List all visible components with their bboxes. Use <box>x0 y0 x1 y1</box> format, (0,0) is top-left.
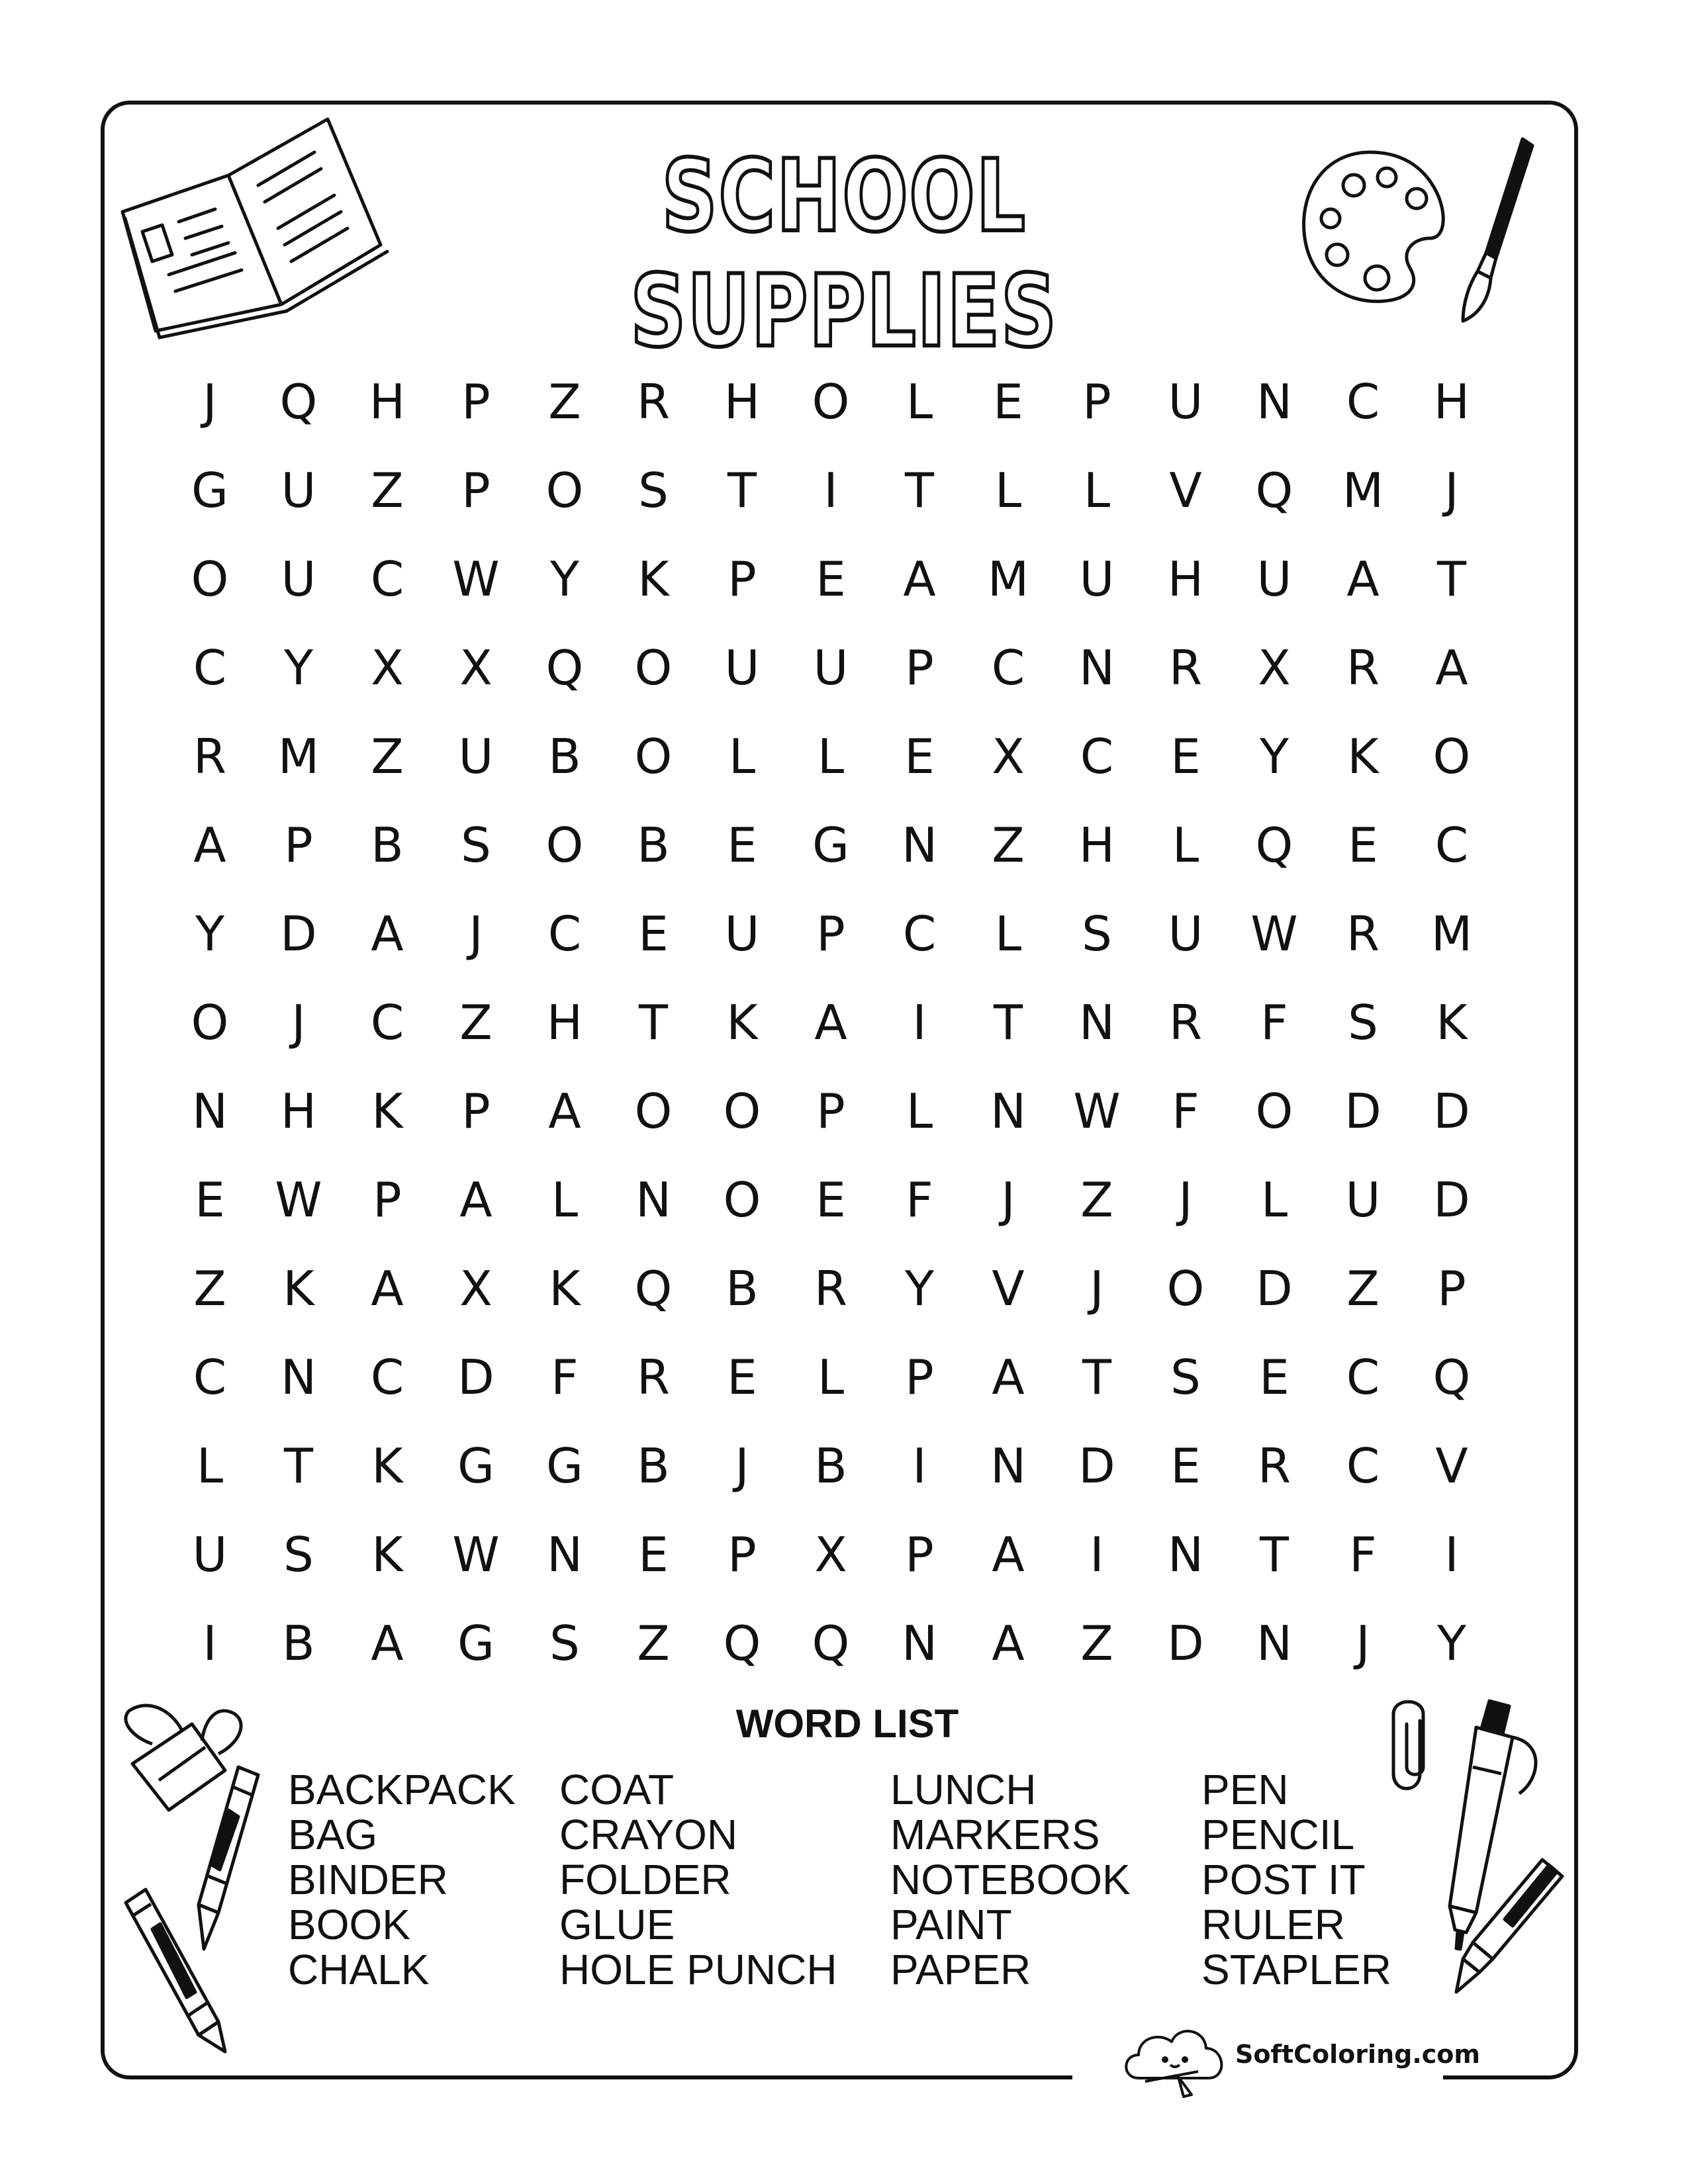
grid-letter: C <box>1080 729 1114 784</box>
grid-letter: Q <box>634 1261 673 1316</box>
grid-letter: A <box>814 995 847 1050</box>
grid-letter: H <box>724 374 761 430</box>
grid-letter: I <box>823 463 838 518</box>
grid-letter: S <box>1348 995 1378 1050</box>
grid-letter: P <box>461 374 491 430</box>
grid-letter: T <box>1437 551 1466 607</box>
grid-letter: E <box>993 374 1023 430</box>
grid-letter: J <box>1001 1172 1015 1228</box>
grid-letter: C <box>370 1349 404 1405</box>
grid-letter: O <box>191 995 229 1050</box>
grid-letter: U <box>281 551 316 607</box>
grid-letter: L <box>551 1172 579 1228</box>
grid-letter: S <box>283 1527 314 1582</box>
grid-letter: O <box>723 1172 761 1228</box>
grid-letter: N <box>990 1083 1026 1139</box>
grid-letter: F <box>906 1172 933 1228</box>
grid-letter: P <box>905 1349 934 1405</box>
grid-letter: U <box>1168 374 1203 430</box>
grid-letter: O <box>634 640 673 696</box>
grid-letter: N <box>990 1438 1026 1494</box>
grid-letter: I <box>203 1615 217 1671</box>
grid-letter: N <box>902 1615 937 1671</box>
grid-letter: V <box>1435 1438 1468 1494</box>
grid-letter: C <box>991 640 1025 696</box>
grid-letter: U <box>281 463 316 518</box>
grid-letter: W <box>1073 1083 1121 1139</box>
grid-letter: P <box>905 1527 934 1582</box>
grid-letter: P <box>727 551 757 607</box>
grid-letter: F <box>551 1349 579 1405</box>
grid-letter: E <box>904 729 935 784</box>
grid-letter: Y <box>195 906 224 962</box>
grid-letter: G <box>812 817 849 873</box>
grid-letter: I <box>1090 1527 1104 1582</box>
paint-palette-icon <box>1297 146 1450 311</box>
grid-letter: E <box>195 1172 225 1228</box>
grid-letter: S <box>1170 1349 1201 1405</box>
grid-letter: E <box>816 1172 846 1228</box>
grid-letter: V <box>992 1261 1025 1316</box>
grid-letter: E <box>1348 817 1378 873</box>
grid-letter: R <box>636 374 671 430</box>
grid-letter: U <box>1168 906 1203 962</box>
grid-letter: U <box>724 640 760 696</box>
grid-letter: O <box>1432 729 1471 784</box>
grid-letter: Z <box>1346 1261 1380 1316</box>
paintbrush-icon <box>1443 132 1542 324</box>
grid-letter: K <box>1436 995 1468 1050</box>
grid-letter: K <box>371 1527 403 1582</box>
grid-letter: W <box>452 1527 500 1582</box>
grid-letter: E <box>727 1349 757 1405</box>
word-list-item: BOOK <box>288 1901 410 1948</box>
cloud-logo-icon <box>1119 2019 1231 2098</box>
grid-letter: J <box>1356 1615 1370 1671</box>
word-list-item: PENCIL <box>1201 1811 1355 1858</box>
grid-letter: B <box>637 817 670 873</box>
grid-letter: D <box>1167 1615 1204 1671</box>
grid-letter: Y <box>284 640 313 696</box>
grid-letter: L <box>994 906 1022 962</box>
grid-letter: R <box>814 1261 848 1316</box>
grid-letter: S <box>1082 906 1112 962</box>
grid-letter: R <box>1346 906 1380 962</box>
grid-letter: T <box>905 463 934 518</box>
grid-letter: R <box>636 1349 671 1405</box>
grid-letter: B <box>548 729 581 784</box>
grid-letter: N <box>1256 374 1292 430</box>
grid-letter: J <box>1444 463 1459 518</box>
grid-letter: O <box>812 374 850 430</box>
grid-letter: Q <box>723 1615 761 1671</box>
grid-letter: Z <box>459 995 492 1050</box>
grid-letter: C <box>902 906 937 962</box>
grid-letter: T <box>284 1438 313 1494</box>
word-list-item: PAPER <box>890 1946 1031 1993</box>
grid-letter: N <box>1256 1615 1292 1671</box>
grid-letter: X <box>1258 640 1291 696</box>
grid-letter: X <box>814 1527 847 1582</box>
grid-letter: N <box>1168 1527 1203 1582</box>
letter-grid <box>165 357 1503 1688</box>
word-list-item: NOTEBOOK <box>890 1856 1131 1903</box>
grid-letter: L <box>728 729 756 784</box>
grid-letter: T <box>639 995 668 1050</box>
grid-letter: C <box>1434 817 1469 873</box>
word-list-item: LUNCH <box>890 1766 1037 1813</box>
word-list-item: PEN <box>1201 1766 1289 1813</box>
grid-letter: Z <box>637 1615 670 1671</box>
word-list-item: CHALK <box>288 1946 430 1993</box>
grid-letter: Q <box>545 640 584 696</box>
grid-letter: U <box>813 640 849 696</box>
grid-letter: S <box>638 463 669 518</box>
grid-letter: N <box>1079 640 1115 696</box>
grid-letter: M <box>277 729 320 784</box>
grid-letter: E <box>816 551 846 607</box>
grid-letter: B <box>371 817 404 873</box>
grid-letter: A <box>371 1261 404 1316</box>
grid-letter: W <box>275 1172 322 1228</box>
word-list-item: HOLE PUNCH <box>559 1946 837 1993</box>
word-list-item: COAT <box>559 1766 675 1813</box>
brand-name: SoftColoring.com <box>1235 2040 1480 2069</box>
grid-letter: E <box>727 817 757 873</box>
grid-letter: D <box>1078 1438 1115 1494</box>
grid-letter: A <box>371 1615 404 1671</box>
word-list-item: POST IT <box>1201 1856 1366 1903</box>
grid-letter: C <box>193 640 227 696</box>
grid-letter: U <box>1079 551 1115 607</box>
word-list-column <box>890 1767 1131 1992</box>
grid-letter: O <box>1166 1261 1205 1316</box>
grid-letter: U <box>1256 551 1292 607</box>
grid-letter: X <box>371 640 404 696</box>
grid-letter: H <box>280 1083 317 1139</box>
grid-letter: Q <box>1432 1349 1471 1405</box>
grid-letter: H <box>1433 374 1470 430</box>
word-list-item: CRAYON <box>559 1811 738 1858</box>
grid-letter: G <box>457 1615 494 1671</box>
grid-letter: F <box>1349 1527 1377 1582</box>
grid-letter: N <box>635 1172 671 1228</box>
grid-letter: K <box>283 1261 314 1316</box>
grid-letter: S <box>549 1615 580 1671</box>
grid-letter: A <box>992 1527 1025 1582</box>
grid-letter: Z <box>371 729 404 784</box>
grid-letter: J <box>735 1438 749 1494</box>
grid-letter: O <box>634 729 673 784</box>
grid-letter: Y <box>1437 1615 1466 1671</box>
grid-letter: T <box>994 995 1023 1050</box>
grid-letter: B <box>726 1261 759 1316</box>
grid-letter: D <box>1344 1083 1382 1139</box>
grid-letter: S <box>461 817 491 873</box>
grid-letter: F <box>1260 995 1288 1050</box>
grid-letter: N <box>281 1349 316 1405</box>
grid-letter: C <box>1346 1349 1380 1405</box>
grid-letter: U <box>192 1527 228 1582</box>
grid-letter: J <box>203 374 217 430</box>
grid-letter: D <box>457 1349 494 1405</box>
grid-letter: U <box>724 906 760 962</box>
grid-letter: Z <box>992 817 1025 873</box>
grid-letter: J <box>291 995 306 1050</box>
grid-letter: U <box>458 729 494 784</box>
grid-letter: P <box>373 1172 402 1228</box>
grid-letter: A <box>992 1349 1025 1405</box>
grid-letter: Z <box>548 374 581 430</box>
grid-letter: R <box>1257 1438 1291 1494</box>
grid-letter: K <box>1347 729 1379 784</box>
grid-letter: P <box>461 1083 491 1139</box>
grid-letter: O <box>545 463 584 518</box>
grid-letter: L <box>906 1083 933 1139</box>
grid-letter: K <box>371 1083 403 1139</box>
grid-letter: A <box>903 551 936 607</box>
grid-letter: T <box>1260 1527 1289 1582</box>
word-list-item: MARKERS <box>890 1811 1100 1858</box>
grid-letter: D <box>1256 1261 1293 1316</box>
grid-letter: R <box>193 729 227 784</box>
grid-letter: I <box>912 995 927 1050</box>
grid-letter: L <box>196 1438 224 1494</box>
grid-letter: C <box>370 551 404 607</box>
grid-letter: O <box>545 817 584 873</box>
grid-letter: H <box>1167 551 1204 607</box>
grid-letter: P <box>816 1083 845 1139</box>
grid-letter: W <box>452 551 500 607</box>
grid-letter: B <box>814 1438 847 1494</box>
grid-letter: N <box>902 817 937 873</box>
grid-letter: K <box>549 1261 581 1316</box>
grid-letter: V <box>1169 463 1202 518</box>
grid-letter: D <box>1433 1172 1470 1228</box>
grid-letter: A <box>992 1615 1025 1671</box>
grid-letter: D <box>280 906 317 962</box>
grid-letter: P <box>284 817 313 873</box>
grid-letter: C <box>547 906 582 962</box>
grid-letter: K <box>371 1438 403 1494</box>
grid-letter: M <box>987 551 1029 607</box>
highlighter-icon <box>1443 1853 1569 1999</box>
grid-letter: Y <box>905 1261 934 1316</box>
grid-letter: J <box>1090 1261 1104 1316</box>
word-list-item: PAINT <box>890 1901 1012 1948</box>
grid-letter: A <box>193 817 226 873</box>
word-list-title: WORD LIST <box>735 1702 959 1746</box>
grid-letter: C <box>1346 1438 1380 1494</box>
open-book-icon <box>116 113 394 338</box>
grid-letter: B <box>637 1438 670 1494</box>
grid-letter: Q <box>279 374 318 430</box>
crayon-icon-2 <box>119 1883 238 2055</box>
grid-letter: R <box>1168 640 1203 696</box>
grid-letter: T <box>727 463 757 518</box>
grid-letter: Q <box>1255 817 1293 873</box>
grid-letter: A <box>371 906 404 962</box>
grid-letter: L <box>817 1349 845 1405</box>
grid-letter: G <box>457 1438 494 1494</box>
word-list-column <box>559 1767 837 1992</box>
grid-letter: N <box>547 1527 583 1582</box>
grid-letter: P <box>816 906 845 962</box>
grid-letter: Q <box>1255 463 1293 518</box>
grid-letter: H <box>546 995 583 1050</box>
grid-letter: I <box>1444 1527 1459 1582</box>
grid-letter: X <box>992 729 1025 784</box>
grid-letter: U <box>1345 1172 1381 1228</box>
grid-letter: J <box>469 906 483 962</box>
grid-letter: P <box>727 1527 757 1582</box>
grid-letter: L <box>906 374 933 430</box>
grid-letter: G <box>191 463 228 518</box>
grid-letter: P <box>1437 1261 1466 1316</box>
grid-letter: L <box>994 463 1022 518</box>
grid-letter: X <box>459 1261 492 1316</box>
grid-letter: O <box>634 1083 673 1139</box>
grid-letter: A <box>1346 551 1380 607</box>
page-title: SCHOOL SUPPLIES <box>630 139 1058 369</box>
grid-letter: K <box>637 551 669 607</box>
grid-letter: X <box>459 640 492 696</box>
grid-letter: Z <box>1080 1172 1113 1228</box>
grid-letter: Y <box>550 551 579 607</box>
grid-letter: Z <box>193 1261 226 1316</box>
grid-letter: B <box>282 1615 315 1671</box>
word-list-column <box>1201 1767 1391 1992</box>
grid-letter: L <box>1172 817 1199 873</box>
grid-letter: L <box>1260 1172 1288 1228</box>
word-list-item: GLUE <box>559 1901 675 1948</box>
word-list-item: BAG <box>288 1811 378 1858</box>
grid-letter: C <box>1346 374 1380 430</box>
grid-letter: E <box>638 906 669 962</box>
grid-letter: O <box>1255 1083 1293 1139</box>
grid-letter: R <box>1346 640 1380 696</box>
grid-letter: O <box>191 551 229 607</box>
grid-letter: E <box>1170 1438 1201 1494</box>
grid-letter: A <box>459 1172 492 1228</box>
grid-letter: E <box>1259 1349 1289 1405</box>
grid-letter: O <box>723 1083 761 1139</box>
grid-letter: F <box>1172 1083 1199 1139</box>
word-list-item: BINDER <box>288 1856 448 1903</box>
grid-letter: R <box>1168 995 1203 1050</box>
grid-letter: C <box>370 995 404 1050</box>
grid-letter: Q <box>812 1615 850 1671</box>
grid-letter: K <box>726 995 758 1050</box>
grid-letter: M <box>1342 463 1384 518</box>
word-list-item: BACKPACK <box>288 1766 516 1813</box>
grid-letter: P <box>1082 374 1111 430</box>
grid-letter: D <box>1433 1083 1470 1139</box>
grid-letter: H <box>1078 817 1115 873</box>
grid-letter: L <box>817 729 845 784</box>
grid-letter: Y <box>1260 729 1289 784</box>
grid-letter: I <box>912 1438 927 1494</box>
grid-letter: M <box>1430 906 1473 962</box>
grid-letter: N <box>1079 995 1115 1050</box>
grid-letter: Z <box>1080 1615 1113 1671</box>
grid-letter: H <box>369 374 406 430</box>
grid-letter: E <box>1170 729 1201 784</box>
grid-letter: W <box>1250 906 1298 962</box>
grid-letter: A <box>548 1083 581 1139</box>
grid-letter: P <box>461 463 491 518</box>
grid-letter: C <box>193 1349 227 1405</box>
grid-letter: T <box>1082 1349 1111 1405</box>
word-list-item: FOLDER <box>559 1856 731 1903</box>
word-list-item: RULER <box>1201 1901 1345 1948</box>
word-list-column <box>288 1767 516 1992</box>
grid-letter: E <box>638 1527 669 1582</box>
grid-letter: N <box>192 1083 228 1139</box>
grid-letter: A <box>1435 640 1468 696</box>
grid-letter: L <box>1083 463 1111 518</box>
grid-letter: G <box>546 1438 583 1494</box>
grid-letter: P <box>905 640 934 696</box>
grid-letter: Z <box>371 463 404 518</box>
word-list-item: STAPLER <box>1201 1946 1391 1993</box>
grid-letter: J <box>1178 1172 1193 1228</box>
